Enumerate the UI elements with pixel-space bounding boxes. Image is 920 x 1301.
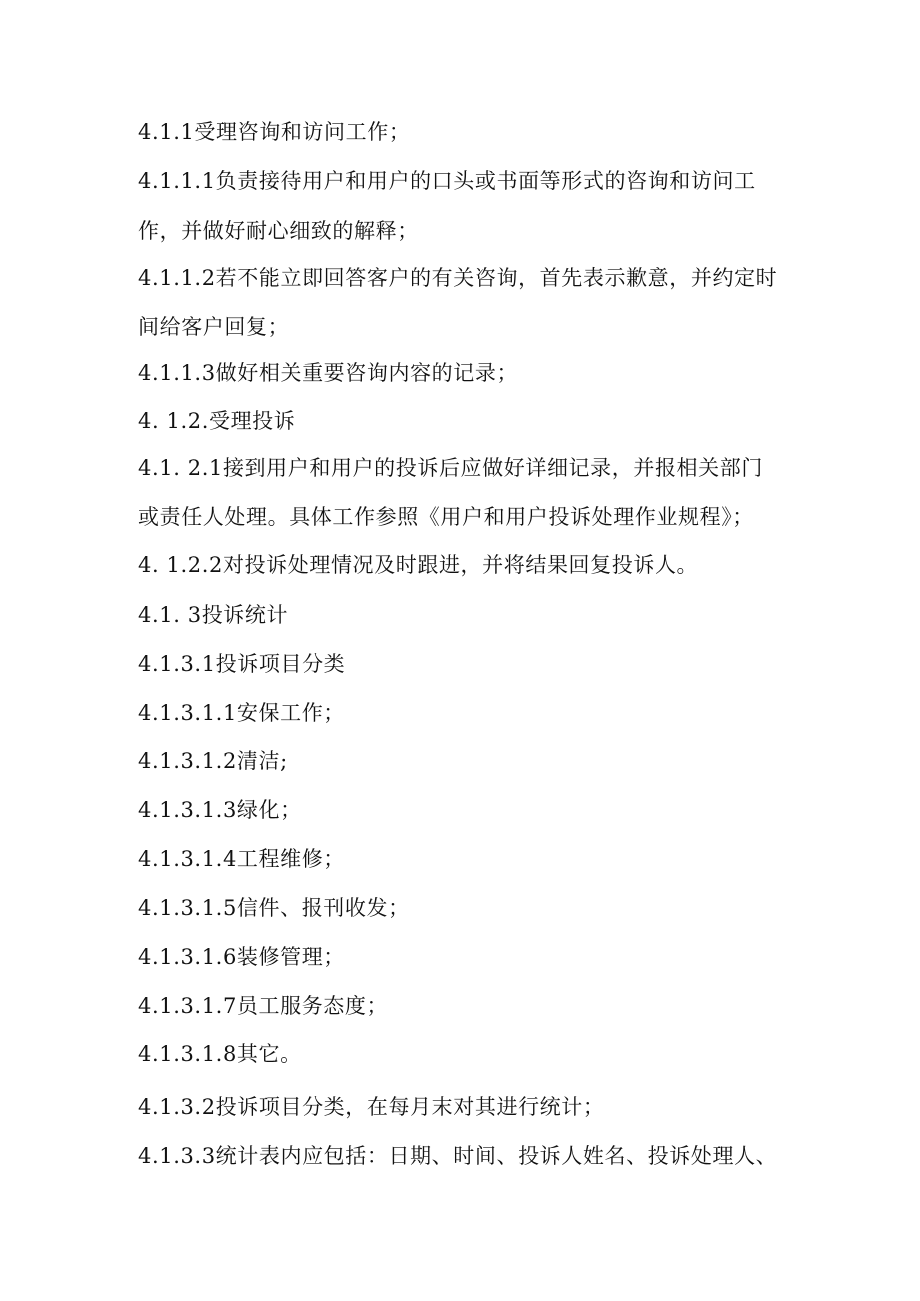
text-line: 4.1.3.1.6装修管理； <box>138 945 345 969</box>
text-line: 4.1.1.3做好相关重要咨询内容的记录； <box>138 361 519 385</box>
text-line: 4.1.1受理咨询和访问工作； <box>138 120 411 144</box>
text-line: 4.1.3.1投诉项目分类 <box>138 652 346 676</box>
text-line: 4.1. 2.1接到用户和用户的投诉后应做好详细记录，并报相关部门 <box>138 456 763 480</box>
text-line: 4.1.3.2投诉项目分类，在每月末对其进行统计； <box>138 1095 605 1119</box>
text-line: 4. 1.2.受理投诉 <box>138 409 296 433</box>
text-line: 4.1.3.3统计表内应包括：日期、时间、投诉人姓名、投诉处理人、 <box>138 1144 778 1168</box>
text-line: 4.1.3.1.5信件、报刊收发； <box>138 896 410 920</box>
text-line: 4.1.3.1.7员工服务态度； <box>138 994 389 1018</box>
text-line: 4.1.3.1.4工程维修； <box>138 847 345 871</box>
text-line: 4. 1.2.2对投诉处理情况及时跟进，并将结果回复投诉人。 <box>138 553 699 577</box>
text-line: 4.1.3.1.1安保工作； <box>138 701 345 725</box>
text-line: 间给客户回复； <box>138 315 290 339</box>
text-line: 4.1.3.1.2清洁; <box>138 749 288 773</box>
text-line: 或责任人处理。具体工作参照《用户和用户投诉处理作业规程》； <box>138 505 754 529</box>
text-line: 4.1.1.2若不能立即回答客户的有关咨询，首先表示歉意，并约定时 <box>138 266 778 290</box>
text-line: 4.1. 3投诉统计 <box>138 603 289 627</box>
text-line: 作，并做好耐心细致的解释； <box>138 219 419 243</box>
text-line: 4.1.3.1.3绿化； <box>138 798 302 822</box>
text-line: 4.1.3.1.8其它。 <box>138 1042 302 1066</box>
text-line: 4.1.1.1负责接待用户和用户的口头或书面等形式的咨询和访问工 <box>138 169 756 193</box>
